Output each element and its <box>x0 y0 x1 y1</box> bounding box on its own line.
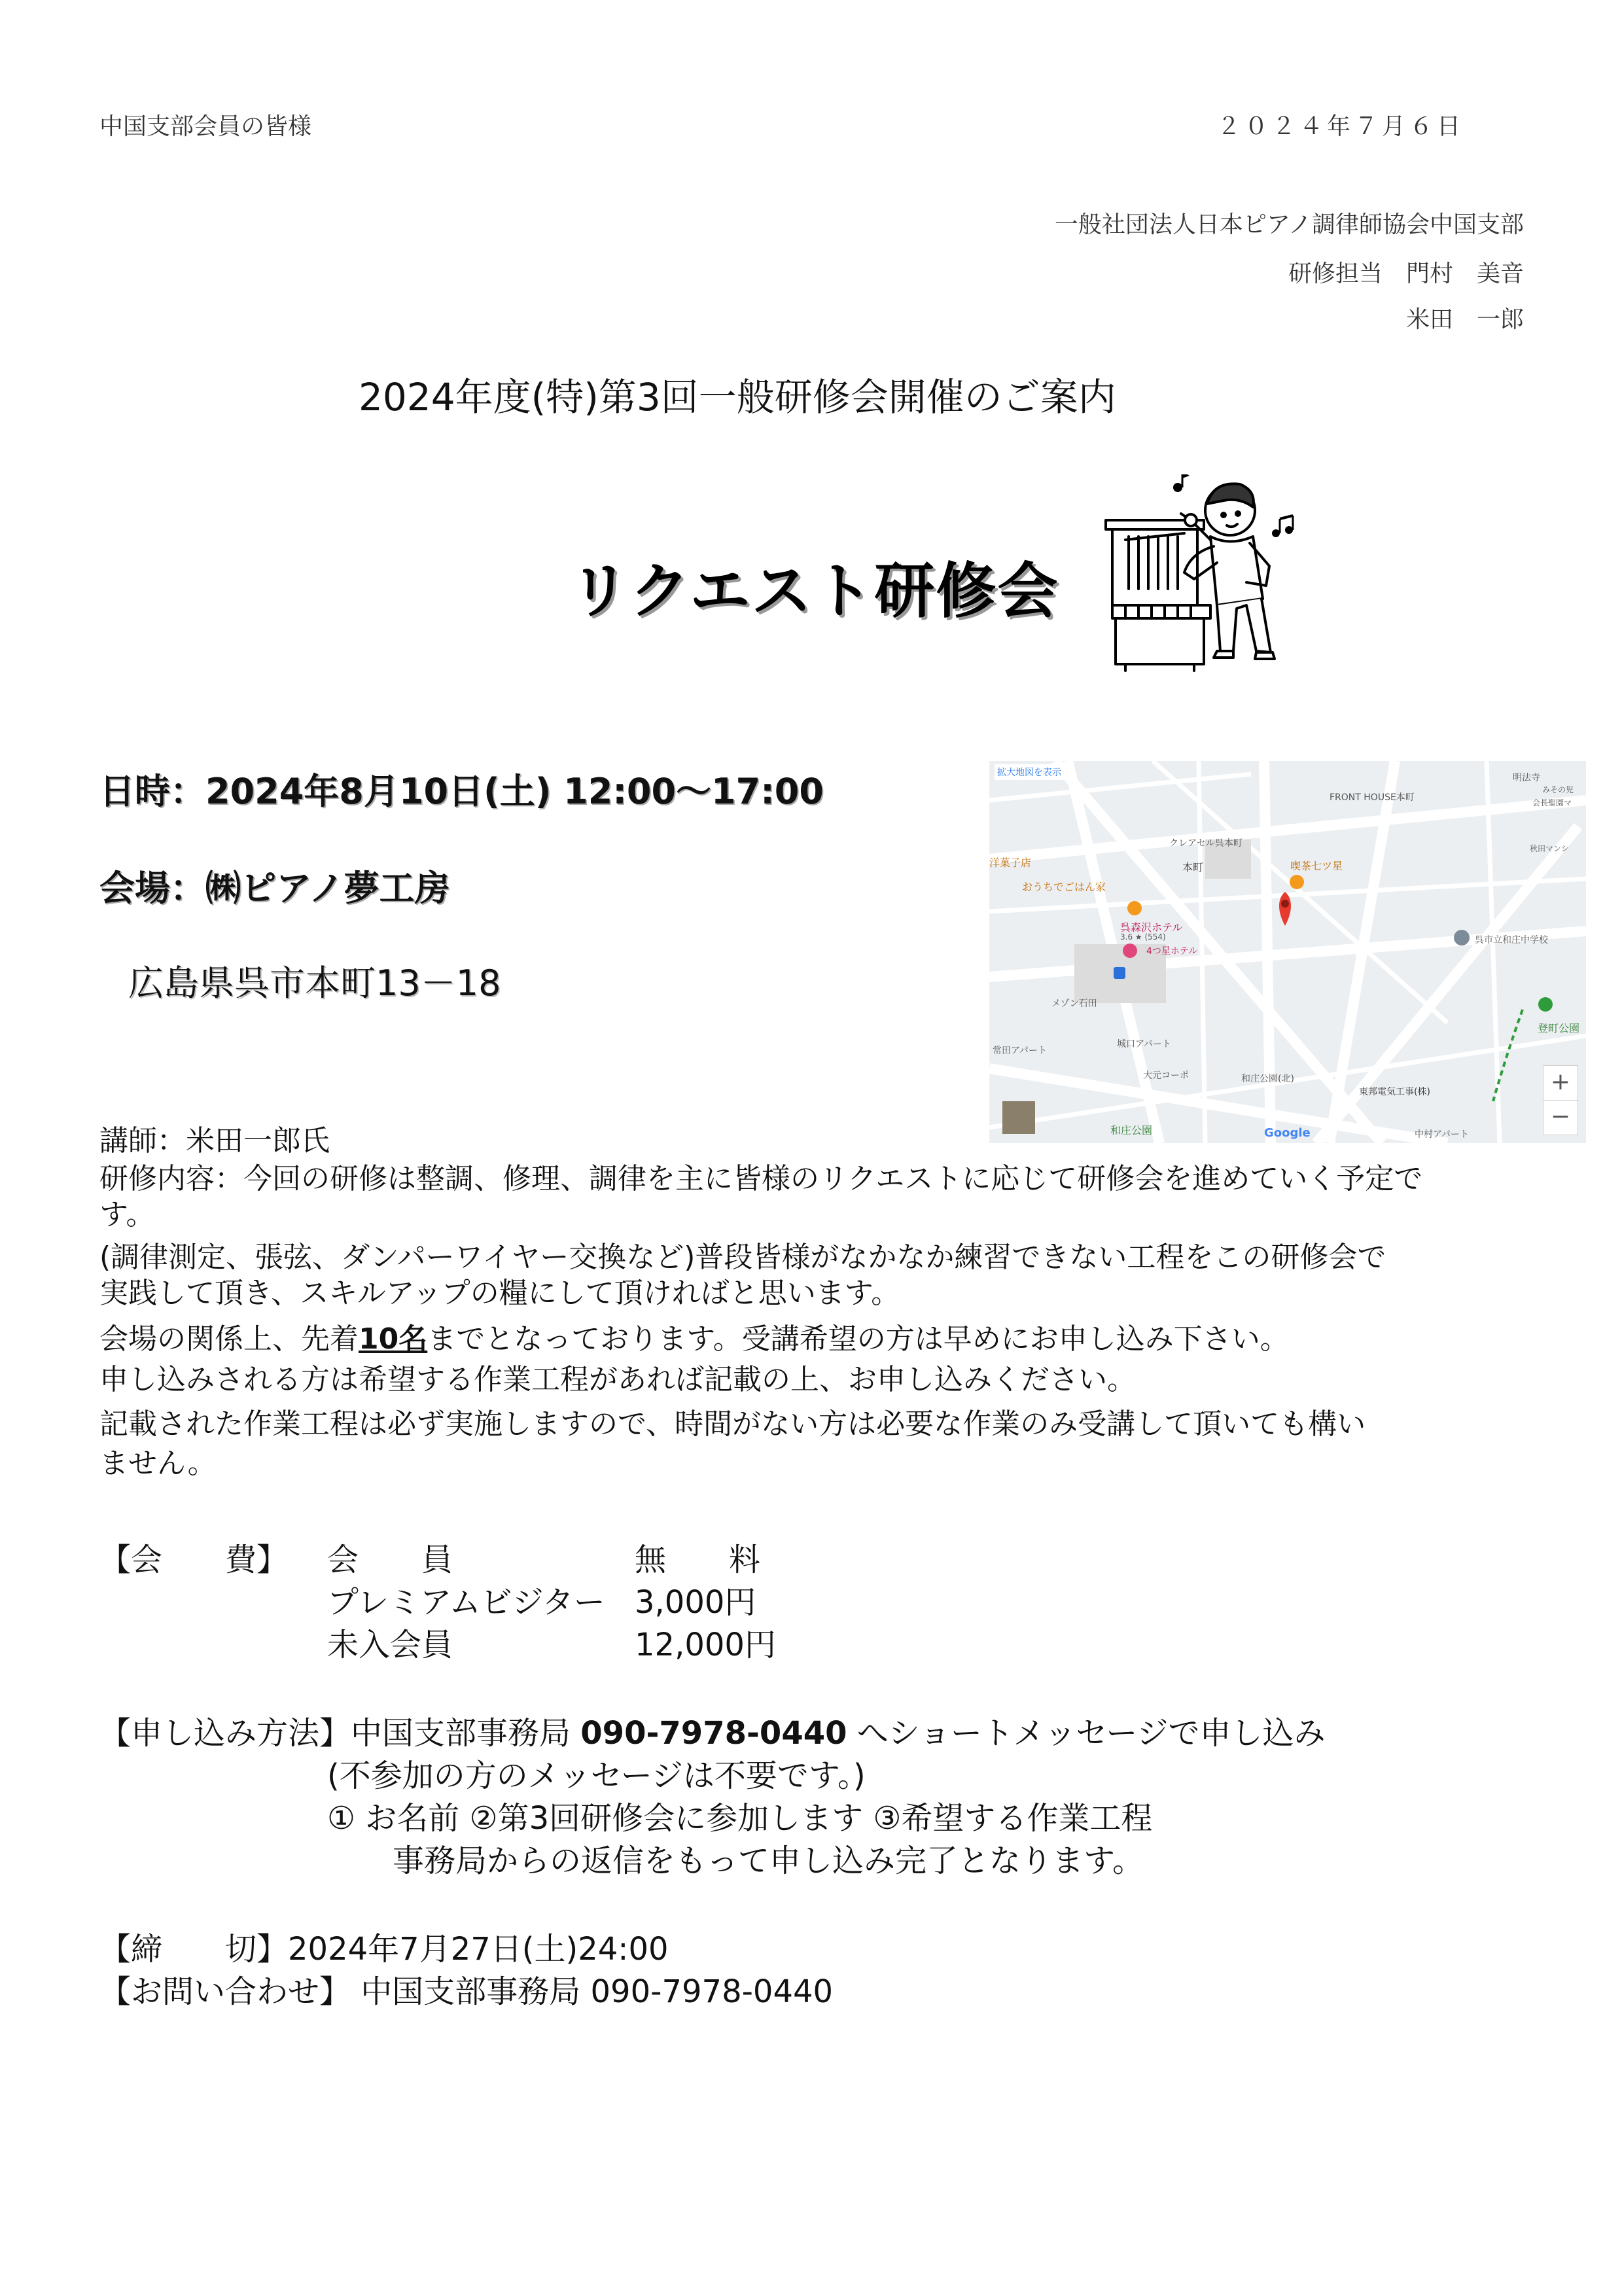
staff-line-1: 研修担当 門村 美音 <box>1288 260 1524 287</box>
capacity-pre: 会場の関係上、先着 <box>99 1322 359 1356</box>
map-label: 会長聖園マ <box>1532 798 1572 807</box>
map-label: 3.6 ★ (554) <box>1120 932 1166 942</box>
capacity-line <box>99 1322 1289 1357</box>
event-title: リクエスト研修会 <box>569 556 1059 626</box>
apply-note: (不参加の方のメッセージは不要です。) <box>327 1757 866 1794</box>
fee-price: 12,000円 <box>635 1627 776 1663</box>
fee-price: 無 料 <box>635 1542 761 1578</box>
map-label: みその児 <box>1542 785 1574 794</box>
map-label: 常田アパート <box>993 1046 1047 1056</box>
map-label: 4つ星ホテル <box>1146 946 1198 957</box>
description-line: 研修内容：今回の研修は整調、修理、調律を主に皆様のリクエストに応じて研修会を進めていく予定で <box>99 1162 1423 1195</box>
apply-completion: 事務局からの返信をもって申し込み完了となります。 <box>393 1843 1144 1879</box>
description-line: す。 <box>99 1198 155 1231</box>
fee-type: プレミアムビジター <box>327 1584 605 1621</box>
apply-items: ① お名前 ②第3回研修会に参加します ③希望する作業工程 <box>327 1800 1153 1837</box>
apply-label: 【申し込み方法】 <box>99 1715 351 1752</box>
map-label: 明法寺 <box>1513 773 1540 783</box>
event-venue: 会場：㈱ピアノ夢工房 <box>99 868 450 909</box>
contact: 【お問い合わせ】 中国支部事務局 090-7978-0440 <box>99 1973 834 2010</box>
map-label: おうちでごはん家 <box>1022 881 1106 893</box>
lecturer: 講師：米田一郎氏 <box>99 1124 330 1157</box>
map-label: 大元コーポ <box>1143 1070 1189 1081</box>
map-label: メゾン石田 <box>1051 998 1097 1009</box>
map-roads <box>989 761 1586 1143</box>
map-label: 洋菓子店 <box>989 857 1032 869</box>
map-label: 城口アパート <box>1117 1039 1171 1050</box>
map-label: 和庄公園(北) <box>1241 1074 1294 1084</box>
date: ２０２４年７月６日 <box>1217 113 1465 140</box>
map-enlarge-link[interactable]: 拡大地図を表示 <box>995 764 1064 780</box>
fee-price: 3,000円 <box>635 1584 756 1621</box>
piano-tuner-illustration <box>1099 474 1315 677</box>
capacity-post: までとなっております。受講希望の方は早めにお申し込み下さい。 <box>427 1322 1289 1356</box>
staff-line-2: 米田 一郎 <box>1405 306 1524 333</box>
google-logo: Google <box>1264 1126 1311 1140</box>
description-line: ません。 <box>99 1447 217 1480</box>
description-line: (調律測定、張弦、ダンパーワイヤー交換など)普段皆様がなかなか練習できない工程をこの研修会で <box>99 1241 1386 1274</box>
map-label: FRONT HOUSE本町 <box>1330 792 1415 803</box>
location-map[interactable] <box>989 761 1586 1143</box>
document-heading: 2024年度(特)第3回一般研修会開催のご案内 <box>359 375 1116 419</box>
apply-method: へショートメッセージで申し込み <box>847 1715 1326 1752</box>
description-line: 記載された作業工程は必ず実施しますので、時間がない方は必要な作業のみ受講して頂いても構い <box>99 1407 1366 1441</box>
capacity-count: 10名 <box>359 1322 428 1356</box>
fee-type: 会 員 <box>327 1542 453 1578</box>
event-datetime: 日時：2024年8月10日(土) 12:00～17:00 <box>99 771 824 812</box>
map-label: 秋田マンシ <box>1530 844 1569 853</box>
map-label: 本町 <box>1182 861 1204 874</box>
map-label: 呉森沢ホテル <box>1120 921 1183 934</box>
map-label: 和庄公園 <box>1110 1124 1153 1137</box>
map-label: 呉市立和庄中学校 <box>1475 935 1548 945</box>
description-line: 申し込みされる方は希望する作業工程があれば記載の上、お申し込みください。 <box>99 1363 1136 1396</box>
apply-phone[interactable]: 090-7978-0440 <box>580 1715 847 1752</box>
fee-type: 未入会員 <box>327 1627 453 1663</box>
fees-label: 【会 費】 <box>99 1542 289 1578</box>
zoom-out-button[interactable]: − <box>1543 1100 1578 1135</box>
deadline: 【締 切】2024年7月27日(土)24:00 <box>99 1931 669 1968</box>
event-address: 広島県呉市本町13－18 <box>128 963 501 1004</box>
map-label: 喫茶七ツ星 <box>1290 860 1343 872</box>
recipient: 中国支部会員の皆様 <box>99 113 312 140</box>
apply-office: 中国支部事務局 <box>351 1715 581 1752</box>
description-line: 実践して頂き、スキルアップの糧にして頂ければと思います。 <box>99 1277 900 1310</box>
zoom-in-button[interactable]: + <box>1543 1065 1578 1101</box>
map-label: 中村アパート <box>1415 1129 1469 1140</box>
apply-line <box>99 1708 1325 1753</box>
map-label: 登町公園 <box>1538 1022 1580 1034</box>
map-label: クレアセル呉本町 <box>1169 838 1243 849</box>
organization: 一般社団法人日本ピアノ調律師協会中国支部 <box>1054 211 1524 238</box>
map-label: 東邦電気工事(株) <box>1359 1087 1430 1097</box>
